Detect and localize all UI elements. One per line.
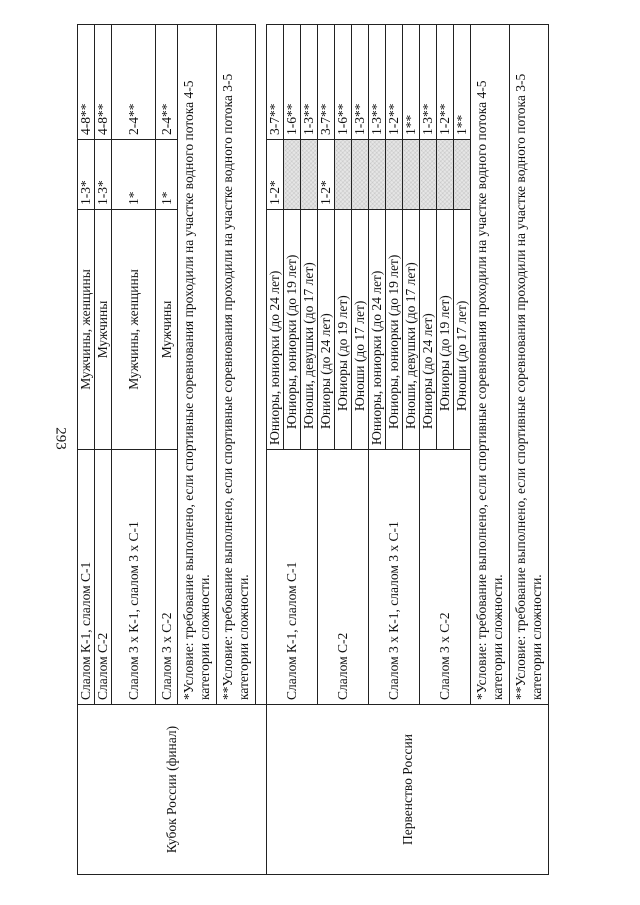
value-cell: 4-8**: [78, 25, 95, 140]
discipline-cell: Слалом 3 х К-1, слалом 3 х С-1: [112, 450, 156, 705]
value-cell: 1-2**: [386, 25, 403, 140]
footnote-1: *Условие: требование выполнено, если спортивные соревнования проходили на участке водного потока 4-5 категории сложности.: [471, 25, 510, 705]
table-row: [267, 25, 284, 875]
group-cell: Юниоры, юниорки (до 19 лет): [386, 210, 403, 450]
shaded-cell: [437, 140, 454, 210]
group-cell: Юноши (до 17 лет): [454, 210, 471, 450]
value-cell: 1-6**: [335, 25, 352, 140]
value-cell: 2-4**: [156, 25, 178, 140]
group-cell: Юниоры (до 24 лет): [318, 210, 335, 450]
discipline-cell: Слалом К-1, слалом С-1: [78, 450, 95, 705]
discipline-cell: Слалом С-2: [95, 450, 112, 705]
value-cell: 1-3**: [301, 25, 318, 140]
group-cell: Юноши (до 17 лет): [352, 210, 369, 450]
group-cell: Юноши, девушки (до 17 лет): [403, 210, 420, 450]
footnote-1: *Условие: требование выполнено, если спортивные соревнования проходили на участке водного потока 4-5 категории сложности.: [178, 25, 217, 705]
value-cell: 1-3**: [420, 25, 437, 140]
rotated-table-container: [77, 25, 567, 875]
gap-cell: [256, 25, 267, 705]
value-cell: 1-3**: [369, 25, 386, 140]
value-cell: 1-2*: [318, 140, 335, 210]
value-cell: 3-7**: [318, 25, 335, 140]
shaded-cell: [369, 140, 386, 210]
value-cell: 1*: [112, 140, 156, 210]
value-cell: 1-6**: [284, 25, 301, 140]
value-cell: 4-8**: [95, 25, 112, 140]
shaded-cell: [454, 140, 471, 210]
group-cell: Юниоры, юниорки (до 19 лет): [284, 210, 301, 450]
shaded-cell: [335, 140, 352, 210]
table-row: [78, 25, 95, 875]
shaded-cell: [403, 140, 420, 210]
shaded-cell: [420, 140, 437, 210]
value-cell: 1-2**: [437, 25, 454, 140]
value-cell: 1**: [403, 25, 420, 140]
value-cell: 1-3*: [95, 140, 112, 210]
discipline-cell: Слалом К-1, слалом С-1: [267, 450, 318, 705]
page-number: 293: [52, 427, 69, 450]
rank-requirements-table: [77, 24, 549, 875]
group-cell: Юниоры (до 24 лет): [420, 210, 437, 450]
group-cell: Мужчины: [95, 210, 112, 450]
competition-cell: Первенство России: [267, 705, 549, 875]
group-cell: Юниоры, юниорки (до 24 лет): [369, 210, 386, 450]
discipline-cell: Слалом С-2: [318, 450, 369, 705]
value-cell: 1**: [454, 25, 471, 140]
group-cell: Юниоры (до 19 лет): [437, 210, 454, 450]
group-cell: Мужчины, женщины: [78, 210, 95, 450]
discipline-cell: Слалом 3 х С-2: [156, 450, 178, 705]
group-cell: Мужчины: [156, 210, 178, 450]
group-cell: Юноши, девушки (до 17 лет): [301, 210, 318, 450]
footnote-2: **Условие: требование выполнено, если спортивные соревнования проходили на участке водного потока 3-5 категории сложности.: [217, 25, 256, 705]
shaded-cell: [352, 140, 369, 210]
group-cell: Мужчины, женщины: [112, 210, 156, 450]
value-cell: 1-3*: [78, 140, 95, 210]
footnote-2: **Условие: требование выполнено, если спортивные соревнования проходили на участке водного потока 3-5 категории сложности.: [510, 25, 549, 705]
shaded-cell: [386, 140, 403, 210]
value-cell: 1-3**: [352, 25, 369, 140]
discipline-cell: Слалом 3 х С-2: [420, 450, 471, 705]
group-cell: Юниоры (до 19 лет): [335, 210, 352, 450]
competition-cell: Кубок России (финал): [78, 705, 267, 875]
value-cell: 2-4**: [112, 25, 156, 140]
group-cell: Юниоры, юниорки (до 24 лет): [267, 210, 284, 450]
shaded-cell: [284, 140, 301, 210]
value-cell: 1-2*: [267, 140, 284, 210]
discipline-cell: Слалом 3 х К-1, слалом 3 х С-1: [369, 450, 420, 705]
shaded-cell: [301, 140, 318, 210]
value-cell: 1*: [156, 140, 178, 210]
value-cell: 3-7**: [267, 25, 284, 140]
